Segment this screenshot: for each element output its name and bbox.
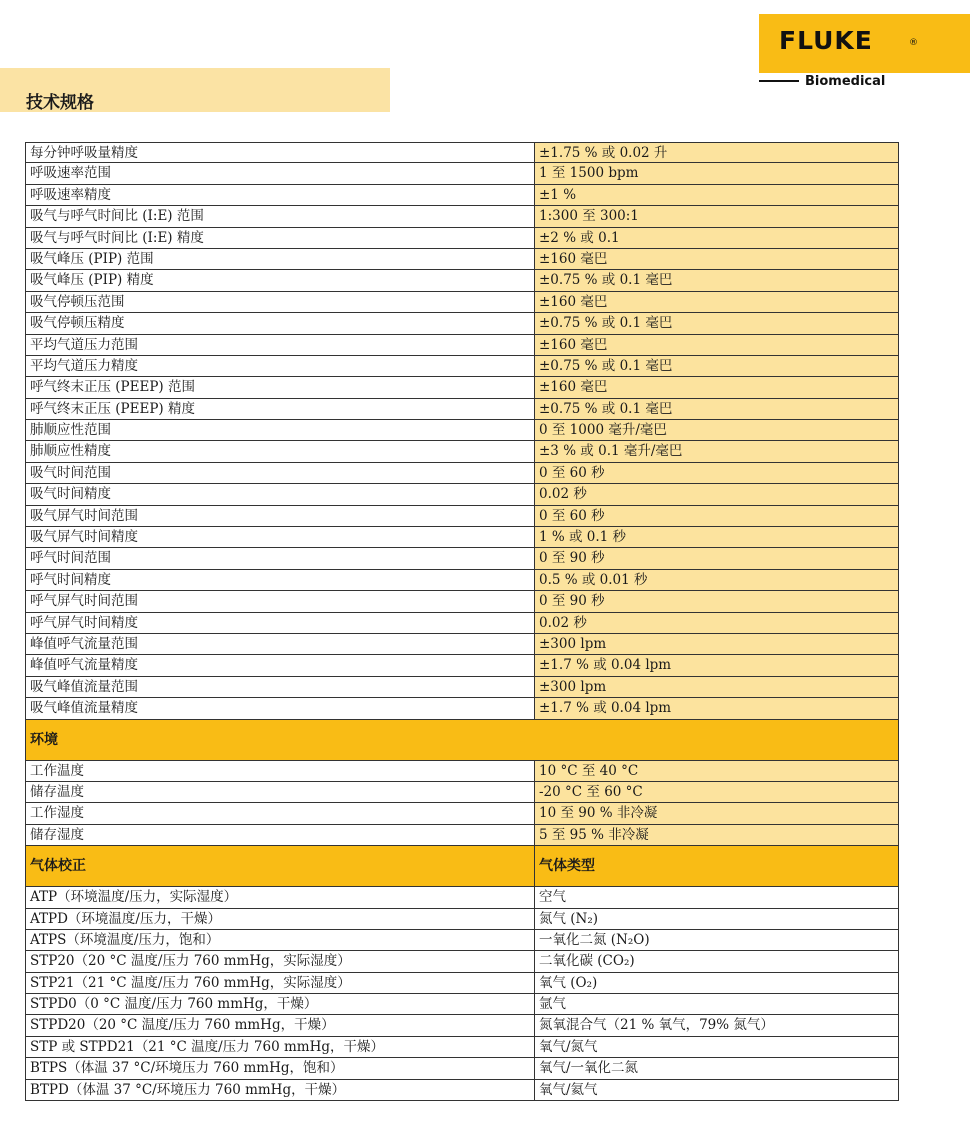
spec-value: ±0.75 % 或 0.1 毫巴 (534, 270, 899, 290)
env-value: 10 至 90 % 非冷凝 (534, 803, 899, 823)
spec-value: 0 至 60 秒 (534, 463, 899, 483)
gas-type: 氧气 (O₂) (534, 973, 899, 993)
env-parameter: 工作湿度 (25, 803, 534, 823)
spec-row (25, 677, 899, 698)
spec-row (25, 527, 899, 548)
spec-value: 0 至 1000 毫升/毫巴 (534, 420, 899, 440)
spec-parameter: 吸气峰压 (PIP) 精度 (25, 270, 534, 290)
spec-row (25, 655, 899, 676)
logo-wordmark: FLUKE (779, 26, 873, 55)
spec-value: 0.5 % 或 0.01 秒 (534, 570, 899, 590)
spec-parameter: 平均气道压力范围 (25, 335, 534, 355)
spec-row (25, 163, 899, 184)
spec-value: ±2 % 或 0.1 (534, 228, 899, 248)
title-band (0, 68, 390, 112)
spec-row (25, 484, 899, 505)
spec-parameter: 吸气时间范围 (25, 463, 534, 483)
gas-type: 氧气/氦气 (534, 1080, 899, 1100)
env-row (25, 803, 899, 824)
spec-value: 1:300 至 300:1 (534, 206, 899, 226)
gas-type-header: 气体类型 (534, 846, 899, 886)
gas-type: 氩气 (534, 994, 899, 1014)
env-parameter: 工作温度 (25, 761, 534, 781)
gas-correction: ATP（环境温度/压力，实际湿度） (25, 887, 534, 907)
spec-value: 0 至 90 秒 (534, 548, 899, 568)
spec-row (25, 270, 899, 291)
spec-parameter: 吸气屏气时间精度 (25, 527, 534, 547)
page-title: 技术规格 (26, 93, 94, 113)
spec-parameter: 肺顺应性精度 (25, 441, 534, 461)
spec-row (25, 185, 899, 206)
spec-row (25, 441, 899, 462)
spec-parameter: 吸气峰压 (PIP) 范围 (25, 249, 534, 269)
gas-type: 氮气 (N₂) (534, 909, 899, 929)
gas-correction: STPD20（20 °C 温度/压力 760 mmHg，干燥） (25, 1015, 534, 1035)
spec-row (25, 570, 899, 591)
spec-value: ±160 毫巴 (534, 249, 899, 269)
gas-row (25, 1015, 899, 1036)
gas-row (25, 1080, 899, 1101)
gas-correction: ATPS（环境温度/压力，饱和） (25, 930, 534, 950)
env-parameter: 储存温度 (25, 782, 534, 802)
spec-row (25, 206, 899, 227)
spec-parameter: 呼气时间范围 (25, 548, 534, 568)
spec-parameter: 吸气时间精度 (25, 484, 534, 504)
gas-type: 氧气/氮气 (534, 1037, 899, 1057)
spec-row (25, 548, 899, 569)
spec-parameter: 呼吸速率范围 (25, 163, 534, 183)
spec-value: ±160 毫巴 (534, 335, 899, 355)
env-value: 10 °C 至 40 °C (534, 761, 899, 781)
gas-correction: BTPS（体温 37 °C/环境压力 760 mmHg，饱和） (25, 1058, 534, 1078)
spec-row (25, 399, 899, 420)
spec-value: ±3 % 或 0.1 毫升/毫巴 (534, 441, 899, 461)
spec-parameter: 吸气与呼气时间比 (I:E) 精度 (25, 228, 534, 248)
spec-table (25, 142, 899, 1101)
spec-value: ±160 毫巴 (534, 292, 899, 312)
spec-parameter: 峰值呼气流量范围 (25, 634, 534, 654)
spec-row (25, 463, 899, 484)
spec-value: ±300 lpm (534, 634, 899, 654)
logo-rule (759, 80, 799, 82)
logo-subtitle: Biomedical (805, 74, 886, 89)
spec-parameter: 呼吸速率精度 (25, 185, 534, 205)
gas-type: 二氧化碳 (CO₂) (534, 951, 899, 971)
gas-correction-header: 气体校正 (25, 846, 534, 886)
gas-correction: STP 或 STPD21（21 °C 温度/压力 760 mmHg，干燥） (25, 1037, 534, 1057)
spec-parameter: 吸气屏气时间范围 (25, 506, 534, 526)
spec-parameter: 每分钟呼吸量精度 (25, 143, 534, 162)
spec-parameter: 吸气峰值流量精度 (25, 698, 534, 718)
gas-row (25, 994, 899, 1015)
spec-value: 1 至 1500 bpm (534, 163, 899, 183)
spec-parameter: 峰值呼气流量精度 (25, 655, 534, 675)
spec-parameter: 肺顺应性范围 (25, 420, 534, 440)
spec-value: ±0.75 % 或 0.1 毫巴 (534, 356, 899, 376)
spec-value: ±1 % (534, 185, 899, 205)
gas-row (25, 930, 899, 951)
gas-type: 一氧化二氮 (N₂O) (534, 930, 899, 950)
gas-row (25, 909, 899, 930)
fluke-logo (759, 14, 970, 73)
spec-parameter: 呼气屏气时间精度 (25, 613, 534, 633)
spec-row (25, 634, 899, 655)
spec-value: ±300 lpm (534, 677, 899, 697)
spec-value: 0.02 秒 (534, 613, 899, 633)
spec-parameter: 呼气屏气时间范围 (25, 591, 534, 611)
section-header-gas (25, 846, 899, 887)
spec-parameter: 呼气终末正压 (PEEP) 范围 (25, 377, 534, 397)
spec-value: ±1.7 % 或 0.04 lpm (534, 655, 899, 675)
spec-parameter: 吸气停顿压范围 (25, 292, 534, 312)
spec-parameter: 吸气停顿压精度 (25, 313, 534, 333)
spec-row (25, 142, 899, 163)
spec-row (25, 698, 899, 719)
spec-row (25, 506, 899, 527)
spec-row (25, 377, 899, 398)
gas-row (25, 951, 899, 972)
spec-row (25, 420, 899, 441)
spec-row (25, 249, 899, 270)
env-parameter: 储存湿度 (25, 825, 534, 845)
env-row (25, 782, 899, 803)
spec-value: 1 % 或 0.1 秒 (534, 527, 899, 547)
spec-row (25, 228, 899, 249)
section-header-environment (25, 720, 899, 761)
env-value: -20 °C 至 60 °C (534, 782, 899, 802)
gas-correction: ATPD（环境温度/压力，干燥） (25, 909, 534, 929)
gas-row (25, 887, 899, 908)
gas-correction: BTPD（体温 37 °C/环境压力 760 mmHg，干燥） (25, 1080, 534, 1100)
spec-parameter: 吸气峰值流量范围 (25, 677, 534, 697)
gas-correction: STP21（21 °C 温度/压力 760 mmHg，实际湿度） (25, 973, 534, 993)
registered-mark: ® (909, 38, 918, 48)
env-value: 5 至 95 % 非冷凝 (534, 825, 899, 845)
spec-value: 0.02 秒 (534, 484, 899, 504)
env-row (25, 825, 899, 846)
spec-parameter: 呼气终末正压 (PEEP) 精度 (25, 399, 534, 419)
gas-type: 氮氧混合气（21 % 氧气，79% 氮气） (534, 1015, 899, 1035)
section-title: 环境 (25, 720, 899, 760)
gas-type: 空气 (534, 887, 899, 907)
spec-value: ±1.7 % 或 0.04 lpm (534, 698, 899, 718)
spec-row (25, 613, 899, 634)
spec-row (25, 313, 899, 334)
gas-row (25, 973, 899, 994)
gas-row (25, 1037, 899, 1058)
spec-parameter: 吸气与呼气时间比 (I:E) 范围 (25, 206, 534, 226)
spec-parameter: 呼气时间精度 (25, 570, 534, 590)
spec-value: ±0.75 % 或 0.1 毫巴 (534, 399, 899, 419)
gas-row (25, 1058, 899, 1079)
env-row (25, 761, 899, 782)
spec-row (25, 292, 899, 313)
spec-value: 0 至 90 秒 (534, 591, 899, 611)
spec-parameter: 平均气道压力精度 (25, 356, 534, 376)
spec-value: ±0.75 % 或 0.1 毫巴 (534, 313, 899, 333)
gas-correction: STPD0（0 °C 温度/压力 760 mmHg，干燥） (25, 994, 534, 1014)
spec-value: ±160 毫巴 (534, 377, 899, 397)
gas-correction: STP20（20 °C 温度/压力 760 mmHg，实际湿度） (25, 951, 534, 971)
spec-value: ±1.75 % 或 0.02 升 (534, 143, 899, 162)
spec-row (25, 335, 899, 356)
spec-row (25, 591, 899, 612)
spec-row (25, 356, 899, 377)
gas-type: 氧气/一氧化二氮 (534, 1058, 899, 1078)
spec-value: 0 至 60 秒 (534, 506, 899, 526)
